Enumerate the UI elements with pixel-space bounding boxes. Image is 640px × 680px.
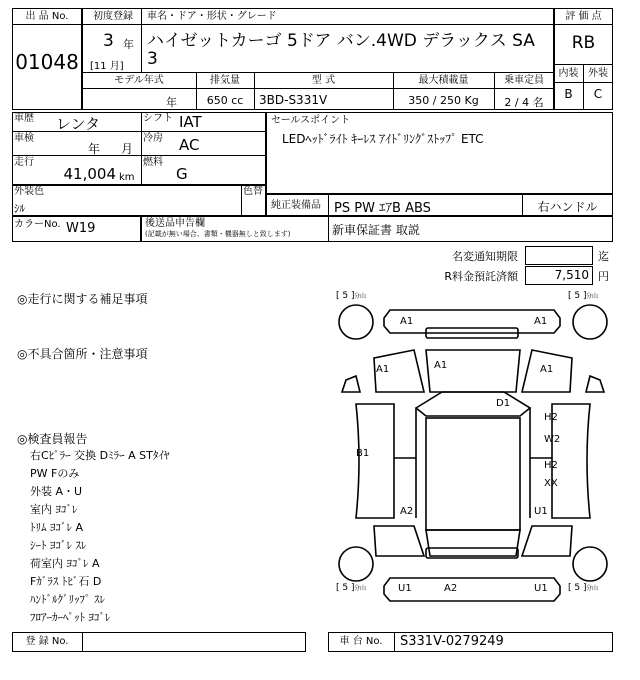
tire-tag-front-left [336, 291, 366, 301]
docs: 新車保証書 取説 [332, 223, 420, 237]
damage-mark: H2 [544, 412, 558, 423]
ac: AC [179, 136, 200, 154]
report-line: 外装 A・U [30, 485, 83, 498]
recycle-fee: 7,510 [554, 268, 589, 282]
windshield [416, 392, 530, 416]
recycle-fee-unit: 円 [598, 270, 609, 283]
tire-rear-left [339, 547, 373, 581]
divider [82, 632, 83, 652]
max-load: 350 / 250 Kg [408, 94, 479, 107]
damage-mark: A1 [534, 316, 548, 327]
tire-tag-rear-left [336, 583, 366, 593]
shift-label: シフト [143, 113, 173, 124]
exterior-score: C [593, 87, 603, 101]
hood [426, 350, 520, 392]
interior-score: B [564, 87, 573, 101]
displacement-label: 排気量 [210, 75, 240, 86]
divider [141, 8, 142, 72]
score-value: RB [571, 33, 596, 53]
color-no-label: カラーNo. [14, 219, 61, 230]
tire-front-right [573, 305, 607, 339]
history-label: 車歴 [14, 113, 34, 124]
capacity-label: 乗車定員 [504, 75, 544, 86]
rename-deadline-suffix: 迄 [598, 250, 609, 263]
divider [554, 82, 613, 83]
report-line: ﾊﾝﾄﾞﾙｸﾞﾘｯﾌﾟ ｽﾚ [30, 593, 105, 606]
inspection-label: 車検 [14, 133, 34, 144]
svg-text:[ 5 ]: [ 5 ] [336, 291, 355, 301]
score-label: 評 価 点 [565, 11, 602, 22]
lot-number: 01048 [15, 50, 79, 74]
chassis-no-label: 車 台 No. [339, 636, 383, 647]
damage-mark: H2 [544, 460, 558, 471]
reg-year: 3 [103, 31, 114, 51]
exterior-label: 外装 [588, 68, 608, 79]
equipment-label: 純正装備品 [271, 200, 321, 211]
rear-fender-right [522, 526, 572, 556]
mirror-left [342, 376, 360, 392]
rename-deadline-label: 名変通知期限 [452, 250, 518, 263]
first-registration-label: 初度登録 [93, 11, 133, 22]
damage-mark: U1 [534, 583, 548, 594]
mileage-unit: km [119, 172, 135, 183]
report-line: 右Cﾋﾟﾗｰ 交換 Dﾐﾗｰ A STﾀｲﾔ [30, 449, 170, 462]
report-line: ﾌﾛｱｰｶｰﾍﾟｯﾄ ﾖｺﾞﾚ [30, 611, 111, 624]
rear-fender-left [374, 526, 424, 556]
tire-rear-right [573, 547, 607, 581]
mileage-label: 走行 [14, 157, 34, 168]
divider [82, 72, 554, 73]
sales-points: LEDﾍｯﾄﾞﾗｲﾄ ｷｰﾚｽ ｱｲﾄﾞﾘﾝｸﾞｽﾄｯﾌﾟ ETC [282, 132, 484, 146]
fuel-label: 燃料 [143, 157, 163, 168]
inspection-year-unit: 年 [88, 142, 101, 156]
sales-point-label: セールスポイント [271, 115, 351, 126]
damage-mark: A1 [376, 364, 390, 375]
car-name-label: 車名・ドア・形状・グレード [147, 11, 277, 22]
interior-label: 内装 [558, 68, 579, 79]
report-heading: ◎検査員報告 [17, 432, 88, 446]
recycle-fee-label: R料金預託済額 [444, 270, 518, 283]
divider [12, 155, 266, 156]
divider [554, 24, 613, 25]
damage-mark: A2 [400, 506, 414, 517]
damage-mark: W2 [544, 434, 561, 445]
side-left [356, 404, 394, 518]
tire-tag-rear-right [568, 583, 598, 593]
capacity: 2 / 4 名 [504, 96, 544, 109]
max-load-label: 最大積載量 [418, 75, 469, 86]
model-year-label: モデル年式 [114, 75, 164, 86]
defects-heading: ◎不具合箇所・注意事項 [17, 347, 148, 361]
damage-mark: U1 [534, 506, 548, 517]
recolor-label: 色替 [243, 186, 263, 197]
divider [12, 24, 82, 25]
report-line: ﾄﾘﾑ ﾖｺﾞﾚ A [30, 521, 84, 534]
damage-mark: D1 [496, 398, 511, 409]
rear-body [426, 530, 520, 556]
divider [328, 194, 329, 216]
car-history: レンタ [56, 115, 101, 133]
divider [82, 88, 554, 89]
registration-no-label: 登 録 No. [25, 636, 69, 647]
svg-text:分山: 分山 [354, 585, 367, 592]
model-year-unit: 年 [166, 96, 177, 109]
tire-tag-front-right [568, 291, 598, 301]
car-damage-diagram [334, 288, 614, 628]
svg-text:分山: 分山 [586, 585, 599, 592]
rename-deadline-field [525, 246, 593, 265]
lot-label: 出 品 No. [25, 11, 69, 22]
report-line: Fｶﾞﾗｽ ﾄﾋﾞ石 D [30, 575, 102, 588]
shift: IAT [179, 113, 202, 131]
ac-label: 冷房 [143, 133, 163, 144]
svg-text:分山: 分山 [586, 293, 599, 300]
mirror-right [586, 376, 604, 392]
ext-color-label: 外装色 [14, 186, 44, 197]
roof [426, 418, 520, 530]
report-line: PW Fのみ [30, 467, 80, 480]
inspection-month-unit: 月 [121, 142, 134, 156]
color-no: W19 [66, 221, 96, 236]
type-label: 型 式 [311, 75, 336, 86]
report-line: ｼｰﾄ ﾖｺﾞﾚ ｽﾚ [30, 539, 87, 552]
reg-month: [11 月] [90, 61, 124, 72]
car-name-line2: 3 [147, 49, 158, 69]
divider [82, 24, 554, 25]
svg-text:分山: 分山 [354, 293, 367, 300]
mileage: 41,004 [63, 165, 116, 183]
damage-mark: B1 [356, 448, 370, 459]
damage-mark: A1 [540, 364, 554, 375]
docs-note: (記載が無い場合、書類・機器無しと致します) [145, 230, 291, 238]
report-line: 室内 ﾖｺﾞﾚ [30, 503, 78, 516]
docs-label: 後送品申告欄 [145, 218, 205, 229]
divider [141, 112, 142, 186]
damage-mark: U1 [398, 583, 412, 594]
equipment: PS PW ｴｱB ABS [334, 201, 431, 216]
displacement: 650 cc [206, 94, 244, 107]
svg-text:[ 5 ]: [ 5 ] [568, 291, 587, 301]
divider [241, 184, 242, 216]
reg-year-unit: 年 [123, 38, 134, 51]
damage-mark: A2 [444, 583, 458, 594]
report-line: 荷室内 ﾖｺﾞﾚ A [30, 557, 100, 570]
svg-text:[ 5 ]: [ 5 ] [568, 583, 587, 593]
damage-mark: A1 [400, 316, 414, 327]
damage-mark: A1 [434, 360, 448, 371]
ext-color-box [12, 184, 266, 216]
model-type: 3BD-S331V [259, 93, 328, 107]
car-name: ハイゼットカーゴ 5ドア バン.4WD デラックス SA [147, 31, 535, 51]
steering-side: 右ハンドル [537, 200, 598, 214]
divider [328, 216, 329, 242]
divider [12, 131, 266, 132]
supplement-heading: ◎走行に関する補足事項 [17, 292, 148, 306]
chassis-no: S331V-0279249 [400, 634, 504, 649]
damage-mark: XX [544, 478, 558, 489]
fuel: G [176, 165, 188, 183]
svg-text:[ 5 ]: [ 5 ] [336, 583, 355, 593]
tire-front-left [339, 305, 373, 339]
ext-color: ｼﾙ [14, 202, 25, 215]
divider [394, 632, 395, 652]
